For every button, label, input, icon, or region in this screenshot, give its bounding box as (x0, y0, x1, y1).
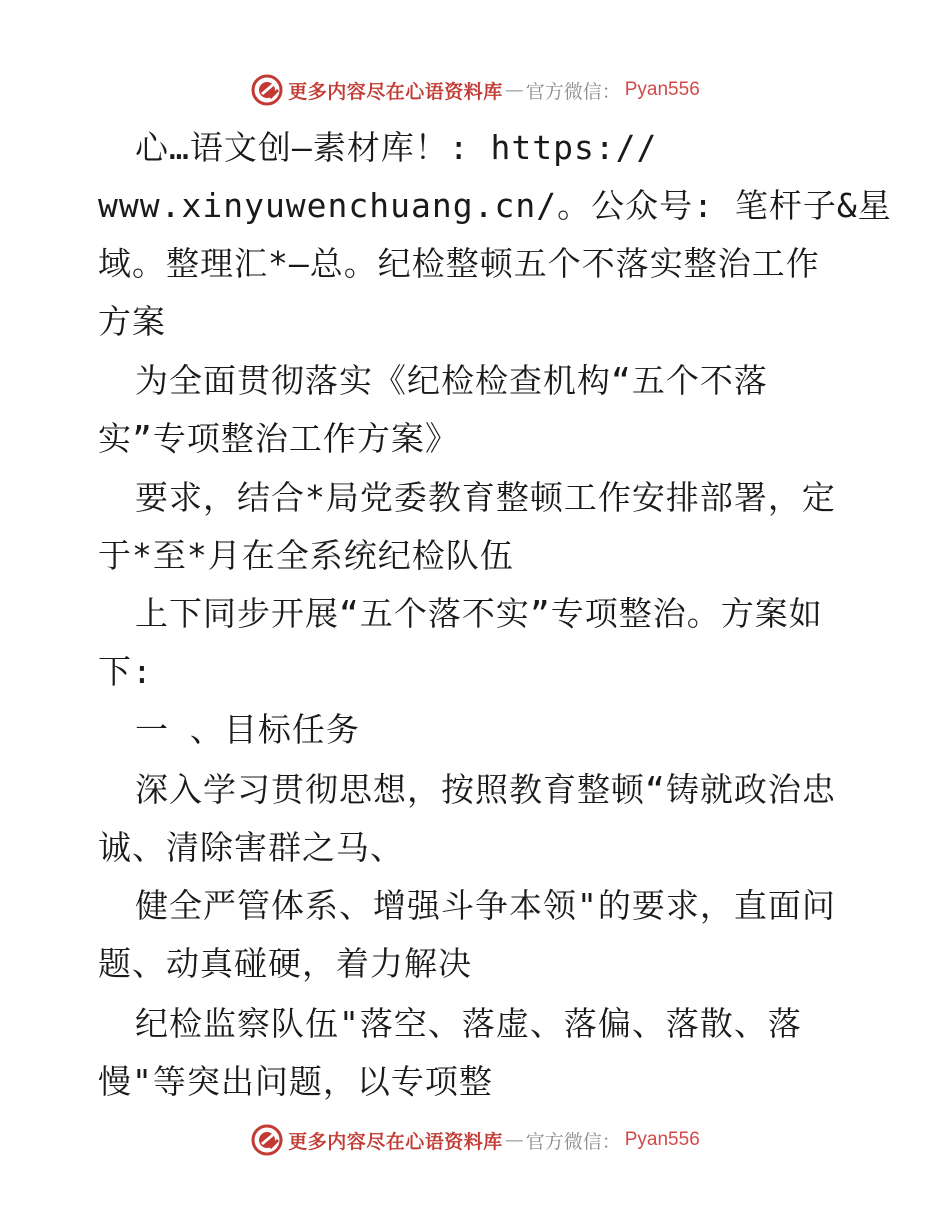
watermark-main-text: 更多内容尽在心语资料库 (288, 80, 503, 103)
watermark-sub-text: 官方微信： (525, 80, 621, 103)
text-line: 要求，结合*局党委教育整顿工作安排部署，定 (135, 478, 836, 517)
text-line: 于*至*月在全系统纪检队伍 (98, 536, 514, 575)
header-watermark (0, 70, 950, 110)
watermark-code: Pyan556 (624, 1129, 700, 1150)
text-line: 诚、清除害群之马、 (98, 828, 404, 867)
logo-icon (250, 1123, 284, 1157)
watermark-separator: — (504, 1129, 524, 1151)
text-line: 题、动真碰硬，着力解决 (98, 944, 472, 983)
text-line: 实”专项整治工作方案》 (98, 419, 459, 458)
text-line: 下: (98, 652, 153, 691)
watermark-code: Pyan556 (624, 79, 700, 100)
section-heading: 一 、目标任务 (135, 710, 360, 749)
text-line: 为全面贯彻落实《纪检检查机构“五个不落 (135, 361, 768, 400)
watermark-main-text: 更多内容尽在心语资料库 (288, 1130, 503, 1153)
watermark-separator: — (504, 79, 524, 101)
text-line: 健全严管体系、增强斗争本领"的要求，直面问 (135, 886, 836, 925)
text-line: 方案 (98, 302, 166, 341)
text-line: 域。整理汇*—总。纪检整顿五个不落实整治工作 (98, 244, 820, 283)
logo-icon (250, 73, 284, 107)
text-line: 慢"等突出问题，以专项整 (98, 1062, 493, 1101)
text-line: www.xinyuwenchuang.cn/。公众号: 笔杆子&星 (98, 186, 892, 225)
watermark-sub-text: 官方微信： (525, 1130, 621, 1153)
footer-watermark (0, 1120, 950, 1160)
text-line: 深入学习贯彻思想，按照教育整顿“铸就政治忠 (135, 770, 836, 809)
text-line: 上下同步开展“五个落不实”专项整治。方案如 (135, 594, 823, 633)
text-line: 心…语文创—素材库！: https:// (135, 128, 658, 167)
text-line: 纪检监察队伍"落空、落虚、落偏、落散、落 (135, 1004, 802, 1043)
